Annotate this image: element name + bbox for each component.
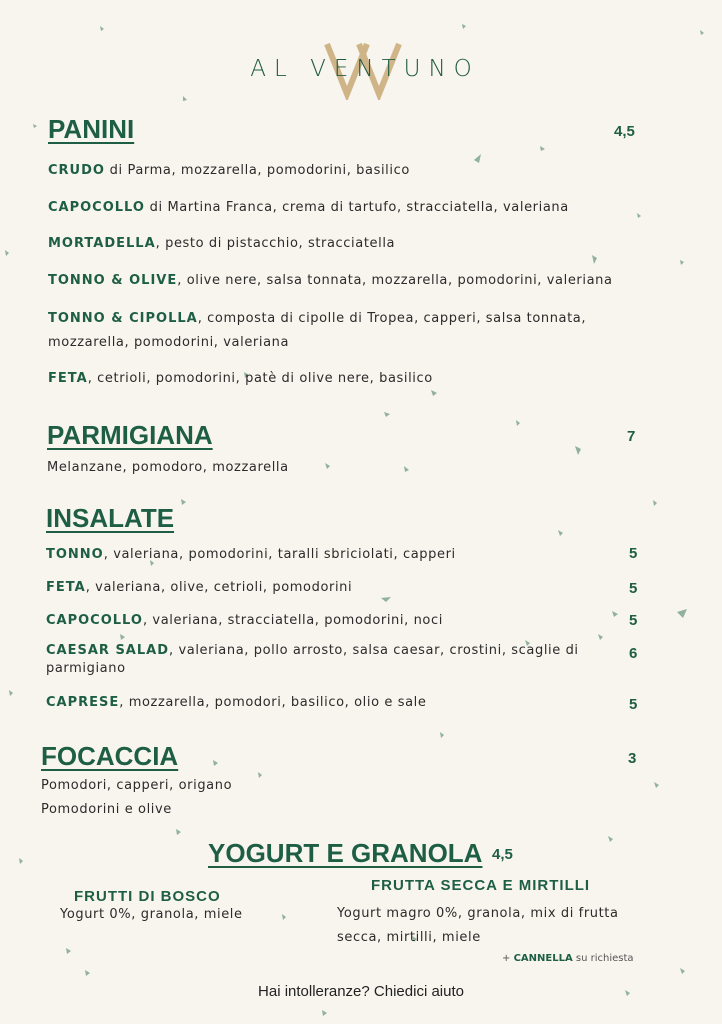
price-caprese: 5	[629, 696, 638, 713]
item-name: TONNO & CIPOLLA	[48, 311, 198, 326]
price-insalata-feta: 5	[629, 580, 638, 597]
item-name: CAPRESE	[46, 695, 120, 710]
item-name: TONNO & OLIVE	[48, 273, 178, 288]
section-title-yogurt: YOGURT E GRANOLA	[208, 838, 483, 868]
item-desc: di Martina Franca, crema di tartufo, stracciatella, valeriana	[144, 200, 569, 215]
item-desc: , pesto di pistacchio, stracciatella	[155, 236, 396, 251]
item-desc: , olive nere, salsa tonnata, mozzarella, pomodorini, valeriana	[177, 273, 613, 288]
yogurt-right-title: FRUTTA SECCA E MIRTILLI	[371, 877, 591, 894]
cannella-note	[502, 953, 634, 964]
section-title-parmigiana: PARMIGIANA	[47, 420, 213, 450]
note-prefix: +	[502, 953, 514, 964]
item-name: FETA	[46, 580, 86, 595]
item-desc: , valeriana, pomodorini, taralli sbriciolati, capperi	[103, 547, 456, 562]
focaccia-line-2: Pomodorini e olive	[41, 802, 172, 817]
yogurt-left-title: FRUTTI DI BOSCO	[74, 888, 221, 905]
price-insalata-capocollo: 5	[629, 612, 638, 629]
menu-item-tonno-olive	[48, 269, 648, 293]
item-name: TONNO	[46, 547, 104, 562]
price-insalata-tonno: 5	[629, 545, 638, 562]
note-suffix: su richiesta	[572, 953, 634, 964]
item-desc: , valeriana, pollo arrosto, salsa caesar, crostini, scaglie di parmigiano	[46, 643, 579, 676]
menu-item-insalata-capocollo	[46, 609, 626, 633]
menu-item-caesar-salad	[46, 642, 601, 678]
price-focaccia: 3	[628, 750, 637, 767]
menu-item-insalata-feta	[46, 576, 626, 600]
price-panini: 4,5	[614, 123, 635, 140]
footer-intolerance-note: Hai intolleranze? Chiedici aiuto	[258, 983, 464, 1000]
item-desc: , valeriana, olive, cetrioli, pomodorini	[85, 580, 353, 595]
item-name: CAPOCOLLO	[48, 200, 145, 215]
item-name: MORTADELLA	[48, 236, 156, 251]
item-desc: , valeriana, stracciatella, pomodorini, noci	[142, 613, 443, 628]
yogurt-right-desc-2: secca, mirtilli, miele	[337, 930, 481, 945]
menu-item-tonno-cipolla	[48, 307, 618, 355]
menu-item-mortadella	[48, 232, 628, 256]
focaccia-line-1: Pomodori, capperi, origano	[41, 778, 233, 793]
parmigiana-desc: Melanzane, pomodoro, mozzarella	[47, 460, 289, 475]
menu-item-insalata-tonno	[46, 543, 626, 567]
yogurt-left-desc: Yogurt 0%, granola, miele	[60, 907, 243, 922]
price-caesar-salad: 6	[629, 645, 638, 662]
item-desc: di Parma, mozzarella, pomodorini, basilico	[104, 163, 410, 178]
menu-item-feta	[48, 367, 628, 391]
item-name: CAESAR SALAD	[46, 643, 170, 658]
section-title-insalate: INSALATE	[46, 503, 175, 533]
note-bold: CANNELLA	[513, 953, 573, 964]
logo	[220, 38, 510, 100]
menu-item-caprese	[46, 691, 626, 715]
menu-item-capocollo	[48, 196, 628, 220]
item-name: CRUDO	[48, 163, 105, 178]
item-name: FETA	[48, 371, 88, 386]
menu-item-crudo	[48, 159, 628, 183]
price-parmigiana: 7	[627, 428, 636, 445]
item-name: CAPOCOLLO	[46, 613, 143, 628]
yogurt-right-desc-1: Yogurt magro 0%, granola, mix di frutta	[337, 906, 619, 921]
section-title-panini: PANINI	[48, 114, 135, 144]
item-desc: , composta di cipolle di Tropea, capperi, salsa tonnata, mozzarella, pomodorini, valeriana	[48, 311, 587, 350]
price-yogurt: 4,5	[492, 846, 513, 863]
item-desc: , cetrioli, pomodorini, patè di olive nere, basilico	[87, 371, 433, 386]
section-title-focaccia: FOCACCIA	[41, 741, 179, 771]
item-desc: , mozzarella, pomodori, basilico, olio e sale	[119, 695, 427, 710]
brand-name: AL VENTUNO	[250, 56, 480, 82]
